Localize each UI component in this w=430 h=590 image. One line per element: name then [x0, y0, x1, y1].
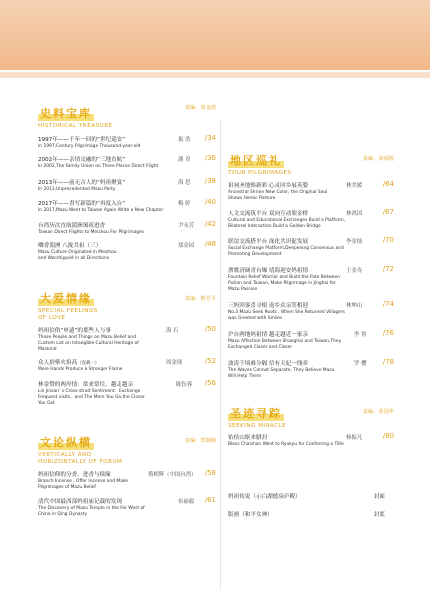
toc-entry[interactable]: [38, 380, 216, 406]
section-editor: 责编：黄国华: [362, 409, 394, 415]
toc-entry[interactable]: [228, 209, 394, 230]
entry-subtitle: Ancestral Shrine New Color, the Original Soul Shows Heroic Posture: [228, 190, 328, 201]
entry-page: /74: [382, 300, 394, 308]
entry-subtitle: Mazu Culture Originated in Meizhou and Worshipped in all Directions: [38, 250, 117, 261]
section-editor: 责编：郑婉梅: [184, 438, 216, 444]
entry-page: 封面: [374, 494, 385, 500]
entry-title: 佑侯山妪来腊封: [228, 435, 268, 441]
entry-subtitle: In 1997,Century Pilgrimage Thousand-year-old: [38, 144, 141, 149]
entry-author: 王金寿: [346, 268, 363, 274]
entry-page: /76: [382, 329, 394, 337]
entry-author: 海 石: [166, 328, 179, 334]
entry-author: 郑金园: [178, 243, 195, 249]
entry-subtitle: No.3 Mazu Seek Roots , When She Returned Villagers was Greeted with Smiles: [228, 310, 345, 321]
entry-subtitle: The Waves Cannot Separate, They Believe Mazu Will Help Them: [228, 368, 335, 379]
entry-page: /50: [204, 325, 216, 333]
toc-entry[interactable]: [228, 301, 394, 322]
entry-subtitle: In 2002,The Family Union on Three Places Direct Flight: [38, 164, 159, 169]
entry-author: 李金灿: [346, 239, 363, 245]
entry-page: /34: [204, 134, 216, 142]
toc-entry[interactable]: [38, 178, 216, 193]
entry-author: 布丽毅: [178, 499, 195, 505]
entry-author: 罗 樱: [354, 361, 367, 367]
section-subtitle: TOUR PILGRIMAGES: [228, 170, 292, 176]
section-title: 圣迹寻踪: [230, 407, 282, 420]
toc-entry[interactable]: [38, 326, 216, 352]
entry-author: 蔡相辉（中国台湾）: [148, 472, 197, 478]
section-subtitle: SEEKING MIRACLE: [228, 423, 287, 429]
entry-subtitle: Branch Incense , Offer Incense and Make Pilgrimages of Mazu Belief: [38, 479, 128, 490]
entry-page: /58: [204, 469, 216, 477]
section-subtitle: SPECIAL FEELINGS OF LOVE: [38, 308, 98, 321]
entry-page: /38: [204, 177, 216, 185]
entry-title: 沪台两地妈祖情 越走越近一家亲: [228, 332, 309, 338]
entry-subtitle: Cultural and Educational Exchanges Build a Platform, Bilateral Interaction Build a Golden Bridge: [228, 218, 346, 229]
entry-page: /61: [204, 496, 216, 504]
toc-entry[interactable]: [228, 181, 394, 202]
entry-author: 李 霄: [354, 332, 367, 338]
toc-entry-back-cover[interactable]: [228, 510, 394, 519]
entry-title: 2017年——書写新篇的“再度入台”: [38, 201, 126, 207]
section-editor: 责编：周金琰: [184, 105, 216, 111]
entry-title: 众人拾柴火焰高（连载一）: [38, 360, 100, 366]
toc-entry[interactable]: [38, 497, 216, 518]
entry-author: 杨振凡: [346, 435, 363, 441]
entry-title: 妈祖信仰的分香、进香与续缘: [38, 472, 111, 478]
entry-page: /64: [382, 180, 394, 188]
entry-tag: （连载一）: [77, 361, 100, 366]
entry-subtitle: In 2013,Unprecedented Mazu Party: [38, 187, 116, 192]
entry-subtitle: The Discovery of Mazu Temple in the Far West of China in Qing Dynasty: [38, 506, 145, 517]
entry-page: /52: [204, 357, 216, 365]
entry-title: 卿香湄洲 八拢共祖（三）: [38, 243, 102, 249]
entry-author: 振 浩: [178, 137, 191, 143]
toc-entry[interactable]: [38, 358, 216, 373]
entry-author: 海 思: [178, 180, 191, 186]
entry-page: /48: [204, 240, 216, 248]
entry-subtitle: Mazu Affection Between Shanghai and Taiwan,They Exchanged Closer and Closer: [228, 339, 342, 350]
entry-author: 陈钰蓉: [176, 382, 193, 388]
entry-title: 妈祖信俗“申遗”的那些人与事: [38, 328, 111, 334]
entry-title: 三妈回銮喜寻根 返乡众亲笑相迎: [228, 303, 309, 309]
section-title: 大爱情缘: [40, 292, 92, 305]
entry-subtitle: Social Exchange Platform,Deepening Consensus and Promoting Development: [228, 246, 344, 257]
section-historical-treasure: [38, 102, 216, 128]
toc-entry[interactable]: [38, 470, 216, 491]
entry-subtitle: More Hands Produce a Stronger Flame: [38, 367, 123, 372]
entry-title: 波涛千顷难分隔 信有天妃一线牵: [228, 361, 309, 367]
entry-subtitle: Those People and Things on Mazu Belief and Custom List on Intangible Cultural Heritage of Mankind: [38, 335, 139, 352]
entry-title: 2002年——亲情交融的“三地直航”: [38, 157, 126, 163]
entry-subtitle: Lin Jinzan’ s Cross-strait Sentiment：Exchange Frequent visits，and The More You Go,the Closer You Get: [38, 389, 145, 406]
toc-entry-cover[interactable]: [228, 492, 394, 501]
entry-page: /42: [204, 220, 216, 228]
entry-author: 林鸿国: [346, 211, 363, 217]
toc-entry[interactable]: [228, 237, 394, 258]
entry-page: /67: [382, 208, 394, 216]
entry-title: 林金赞的两岸情：常来常往，越走越亲: [38, 382, 134, 388]
entry-subtitle: Taiwan Direct Flights to Meizhou For Pilgrimages: [38, 230, 145, 235]
entry-title: 台湾历次直航湄洲谒祖进香: [38, 223, 106, 229]
top-banner-stripe: [0, 72, 430, 78]
section-title: 史料宝库: [40, 107, 92, 120]
entry-page: /78: [382, 358, 394, 366]
entry-author: 周金琰: [166, 360, 183, 366]
section-title: 文论纵横: [40, 436, 92, 449]
toc-entry[interactable]: [228, 433, 394, 448]
section-subtitle: VERTICALLY AND HORIZONTALLY OF FORUM: [38, 452, 123, 465]
entry-page: /70: [382, 236, 394, 244]
entry-title: 1997年——千年一回的“世纪巡安”: [38, 137, 126, 143]
entry-title: 联谊交流搭平台 深化共识促发展: [228, 239, 309, 245]
toc-entry[interactable]: [38, 155, 216, 170]
entry-page: /36: [204, 154, 216, 162]
section-seeking-miracle: [228, 402, 394, 428]
entry-title: 祖祠圣地焕新彩 心灵回乡展英姿: [228, 183, 309, 189]
entry-title: 2013年——前无古人的“妈祖聚宴”: [38, 180, 126, 186]
entry-page: /56: [204, 379, 216, 387]
entry-author: 梅 婷: [178, 201, 191, 207]
entry-author: 林美媛: [346, 183, 363, 189]
toc-entry[interactable]: [228, 330, 394, 351]
entry-title: 渔歌济阔青台爆 靖海迎安妈祖情: [228, 268, 309, 274]
entry-title: 人文交流筑平台 双向互动架金桥: [228, 211, 309, 217]
toc-entry[interactable]: [228, 266, 394, 292]
entry-page: /80: [382, 432, 394, 440]
entry-author: 湖 青: [178, 157, 191, 163]
toc-entry[interactable]: [38, 221, 216, 236]
column-divider: [220, 120, 221, 590]
section-title: 地区巡礼: [230, 154, 282, 167]
entry-title: 清代中国最西部妈祖庙记载的发现: [38, 499, 122, 505]
entry-subtitle: Bless Chaishan Went to Ryukyu for Conferring a Title: [228, 442, 344, 447]
entry-page: 封底: [374, 512, 385, 518]
section-forum: [38, 431, 216, 465]
section-editor: 责编：刘福铸: [362, 156, 394, 162]
toc-entry[interactable]: [38, 241, 216, 262]
section-editor: 责编：蔡芳平: [184, 296, 216, 302]
top-banner: [0, 0, 430, 70]
toc-entry[interactable]: [38, 199, 216, 214]
entry-page: /40: [204, 198, 216, 206]
entry-subtitle: In 2017,Mazu Went to Taiwan Again Write a New Chapter: [38, 208, 164, 213]
entry-author: 林坤山: [346, 303, 363, 309]
entry-subtitle: Fountain Relief Warrior and Build the Fate Between Putian and Taiwan, Make Pilgrimage in Jinghai for Mazu Passion: [228, 275, 340, 292]
toc-entry[interactable]: [228, 359, 394, 380]
section-special-feelings: [38, 287, 216, 321]
toc-entry[interactable]: [38, 135, 216, 150]
entry-author: 尹永芳: [178, 223, 195, 229]
entry-page: /72: [382, 265, 394, 273]
entry-title: 版画（和平女神）: [228, 512, 273, 518]
section-tour-pilgrimages: [228, 149, 394, 175]
section-subtitle: HISTORICAL TREASURE: [38, 123, 113, 129]
entry-title: 妈祖传说（示白湖德泉庐殿）: [228, 494, 301, 500]
